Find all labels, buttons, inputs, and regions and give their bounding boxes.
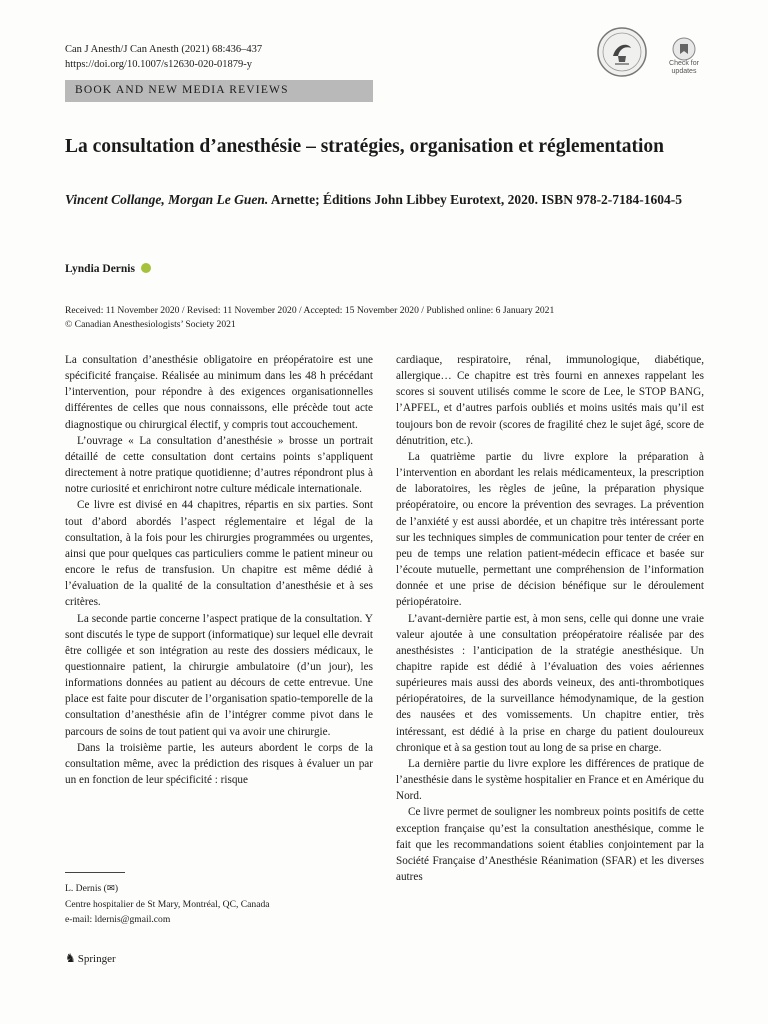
springer-horse-icon: ♞ <box>65 951 76 965</box>
orcid-icon[interactable] <box>141 263 151 273</box>
paragraph: L’avant-dernière partie est, à mon sens, celle qui donne une vraie valeur ajoutée à une consultation préopératoire réalisée par des anesthésistes : l’anticipation de la stratégie anesthésique. Un chapitre rapide est dédié à l’évaluation des voies aériennes supérieures mais aussi des abords veineux, des anti-thrombotiques périopératoires, de la surveillance hémodynamique, de la gestion des nausées et des vomissements. Un chapitre entier, très intéressant, est dédié à la prise en charge du patient douloureux chronique et à sa gestion tout au long de sa prise en charge. <box>396 612 704 754</box>
paragraph: L’ouvrage « La consultation d’anesthésie » brosse un portrait détaillé de cette consultation dont certains points s’appliquent directement à notre pratique quotidienne; d’autres répondront plus à notre curiosité et enrichiront notre culture médicale internationale. <box>65 434 373 496</box>
envelope-icon: ✉ <box>106 883 115 894</box>
publisher-name: Springer <box>77 953 116 965</box>
journal-citation <box>65 42 262 72</box>
author-email[interactable]: e-mail: ldernis@gmail.com <box>65 914 171 925</box>
journal-reference: Can J Anesth/J Can Anesth (2021) 68:436–437 <box>65 44 263 55</box>
section-banner <box>65 80 373 102</box>
author-footnote <box>65 881 270 928</box>
book-publisher-info: Arnette; Éditions John Libbey Eurotext, 2020. ISBN 978-2-7184-1604-5 <box>268 192 683 207</box>
author-affiliation: Centre hospitalier de St Mary, Montréal, QC, Canada <box>65 898 270 910</box>
paragraph: La consultation d’anesthésie obligatoire en préopératoire est une spécificité française. Réalisée au minimum dans les 48 h précédant l’intervention, pour répondre à des exigences organisationnelles différentes de celles que nous connaissons, elle précède tout acte diagnostique ou chirurgical électif, y compris tout accouchement. <box>65 354 373 431</box>
reviewer-name: Lyndia Dernis <box>65 263 151 275</box>
paragraph: Ce livre permet de souligner les nombreux points positifs de cette exception française qu’est la consultation anesthésique, comme le fait que les recommandations soient établies conjointement par la Société Française d’Anesthésie Réanimation (SFAR) et les diverses autres <box>396 806 704 883</box>
footnote-divider <box>65 872 125 873</box>
copyright-line: © Canadian Anesthesiologists’ Society 2021 <box>65 319 236 330</box>
section-label: BOOK AND NEW MEDIA REVIEWS <box>75 84 289 96</box>
society-seal-icon <box>596 26 648 78</box>
corresponding-author: L. Dernis (✉) <box>65 883 119 894</box>
publisher-footer <box>65 951 116 966</box>
article-title: La consultation d’anesthésie – stratégies, organisation et réglementation <box>65 136 665 157</box>
publication-dates <box>65 304 554 332</box>
paragraph: La quatrième partie du livre explore la préparation à l’intervention en abordant les relais médicamenteux, la prescription de laboratoires, les règles de jeûne, la préparation physique préopératoire, ou encore la prévention des sevrages. La prévention de l’anxiété y est aussi abordée, et un chapitre très intéressant porte sur les techniques simples de communication pour tenter de créer en peu de temps une relation patient-médecin efficace et basée sur l’écoute mutuelle, permettant une compréhension de l’information donnée et une prise de décision bénéfique sur le déroulement périopératoire. <box>396 450 704 609</box>
check-for-updates-label: Check for updates <box>669 60 699 75</box>
paragraph: La seconde partie concerne l’aspect pratique de la consultation. Y sont discutés le type de support (informatique) sur lequel elle devrait être colligée et son intégration au reste des dossiers médicaux, le questionnaire patient, la chirurgie ambulatoire (d’un jour), les informations données au patient au décours de cette entrevue. Une place est faite pour discuter de l’organisation spatio-temporelle de la consultation d’anesthésie afin de l’intégrer comme pivot dans le parcours de soins de tout patient qui va avoir une chirurgie. <box>65 612 373 738</box>
body-column-left <box>65 352 373 788</box>
paragraph: Dans la troisième partie, les auteurs abordent le corps de la consultation même, avec la prédiction des risques à évaluer un par un en fonction de leur spécificité : risque <box>65 741 373 787</box>
paragraph: Ce livre est divisé en 44 chapitres, répartis en six parties. Sont tout d’abord abordés l’aspect réglementaire et légal de la consultation, à la fois pour les chirurgies programmées ou urgentes, ainsi que pour quelques cas particuliers comme le patient mineur ou encore le refus de transfusion. Un chapitre est même dédié à l’évaluation de la qualité de la consultation d’anesthésie et à ses critères. <box>65 499 373 609</box>
doi-link[interactable]: https://doi.org/10.1007/s12630-020-01879-y <box>65 59 253 70</box>
paragraph: La dernière partie du livre explore les différences de pratique de l’anesthésie dans le système hospitalier en France et en Amérique du Nord. <box>396 757 704 803</box>
book-reference <box>65 190 715 210</box>
book-authors: Vincent Collange, Morgan Le Guen. <box>65 192 269 207</box>
paragraph: cardiaque, respiratoire, rénal, immunologique, diabétique, allergique… Ce chapitre est très fourni en annexes rappelant les scores si souvent utilisés comme le score de Lee, le STOP BANG, l’APFEL, et d’autres parfois oubliés et moins usités mais qu’il est toujours bon de revoir (scores de fragilité chez le sujet âgé, score de dénutrition, etc.). <box>396 354 704 447</box>
body-column-right <box>396 352 704 885</box>
history-dates: Received: 11 November 2020 / Revised: 11 November 2020 / Accepted: 15 November 2020 / Published online: 6 January 2021 <box>65 305 555 316</box>
